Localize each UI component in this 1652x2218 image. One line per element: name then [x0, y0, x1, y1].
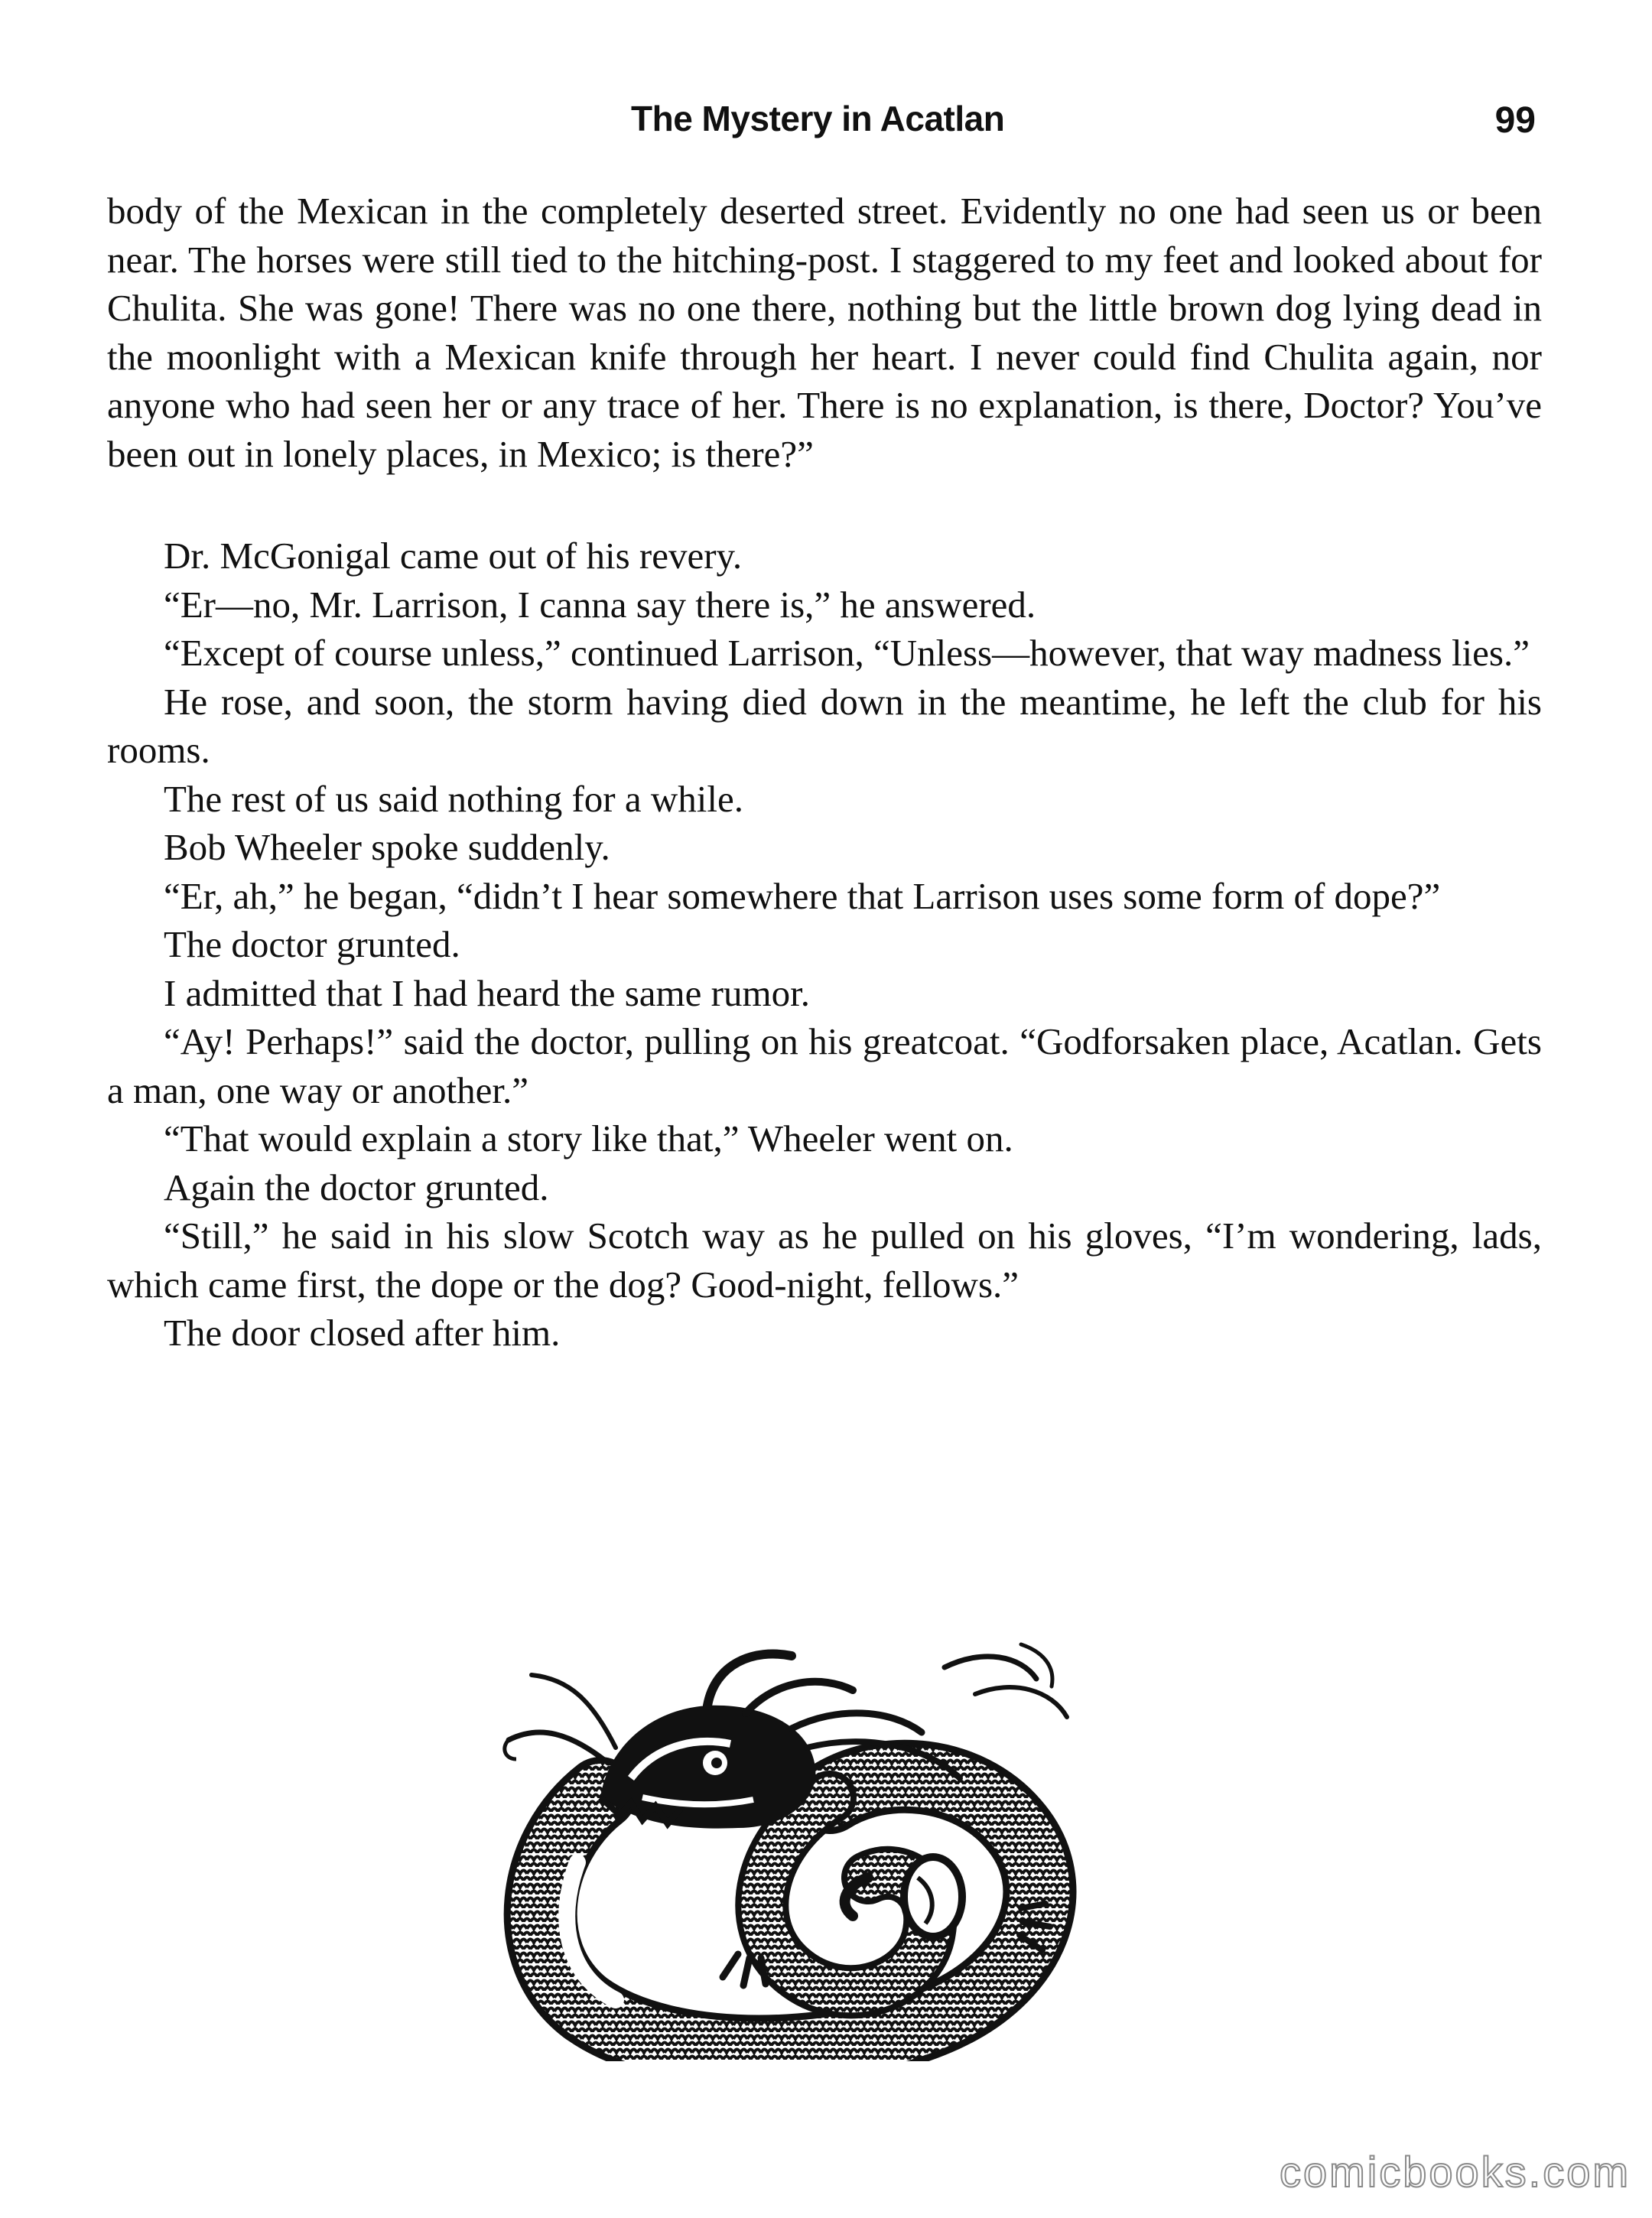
paragraph: “Still,” he said in his slow Scotch way as he pulled on his gloves, “I’m wondering, lads, which came first, the dope or the dog? Good-night, fellows.”	[107, 1215, 1542, 1306]
paragraph: The doctor grunted.	[164, 923, 460, 965]
paragraph: Dr. McGonigal came out of his revery.	[164, 535, 743, 577]
coiled-dragon-icon	[486, 1633, 1120, 2061]
paragraph: “Er—no, Mr. Larrison, I canna say there is,” he answered.	[164, 583, 1036, 626]
paragraph: body of the Mexican in the completely deserted street. Evidently no one had seen us or been near. The horses were still tied to the hitching-post. I staggered to my feet and looked about for Chulita. She was gone! There was no one there, nothing but the little brown dog lying dead in the moonlight with a Mexican knife through her heart. I never could find Chulita again, nor anyone who had seen her or any trace of her. There is no explanation, is there, Doctor? You’ve been out in lonely places, in Mexico; is there?”	[107, 190, 1542, 475]
paragraph-gap	[107, 478, 1542, 532]
paragraph: Again the doctor grunted.	[164, 1166, 549, 1208]
paragraph: “That would explain a story like that,” Wheeler went on.	[164, 1117, 1013, 1159]
page-number: 99	[1494, 100, 1536, 141]
paragraph: The door closed after him.	[164, 1312, 561, 1354]
body-text	[107, 187, 1542, 1358]
running-head	[0, 98, 1652, 151]
paragraph: I admitted that I had heard the same rumor.	[164, 971, 810, 1014]
running-title: The Mystery in Acatlan	[631, 99, 1005, 138]
paragraph: He rose, and soon, the storm having died down in the meantime, he left the club for his rooms.	[107, 680, 1542, 771]
paragraph: “Er, ah,” he began, “didn’t I hear somewhere that Larrison uses some form of dope?”	[164, 874, 1441, 917]
paragraph: “Except of course unless,” continued Larrison, “Unless—however, that way madness lies.”	[164, 632, 1530, 674]
watermark: comicbooks.com	[1279, 2148, 1631, 2196]
paragraph: “Ay! Perhaps!” said the doctor, pulling on his greatcoat. “Godforsaken place, Acatlan. Gets a man, one way or another.”	[107, 1020, 1542, 1111]
paragraph: The rest of us said nothing for a while.	[164, 777, 743, 820]
paragraph: Bob Wheeler spoke suddenly.	[164, 826, 610, 868]
